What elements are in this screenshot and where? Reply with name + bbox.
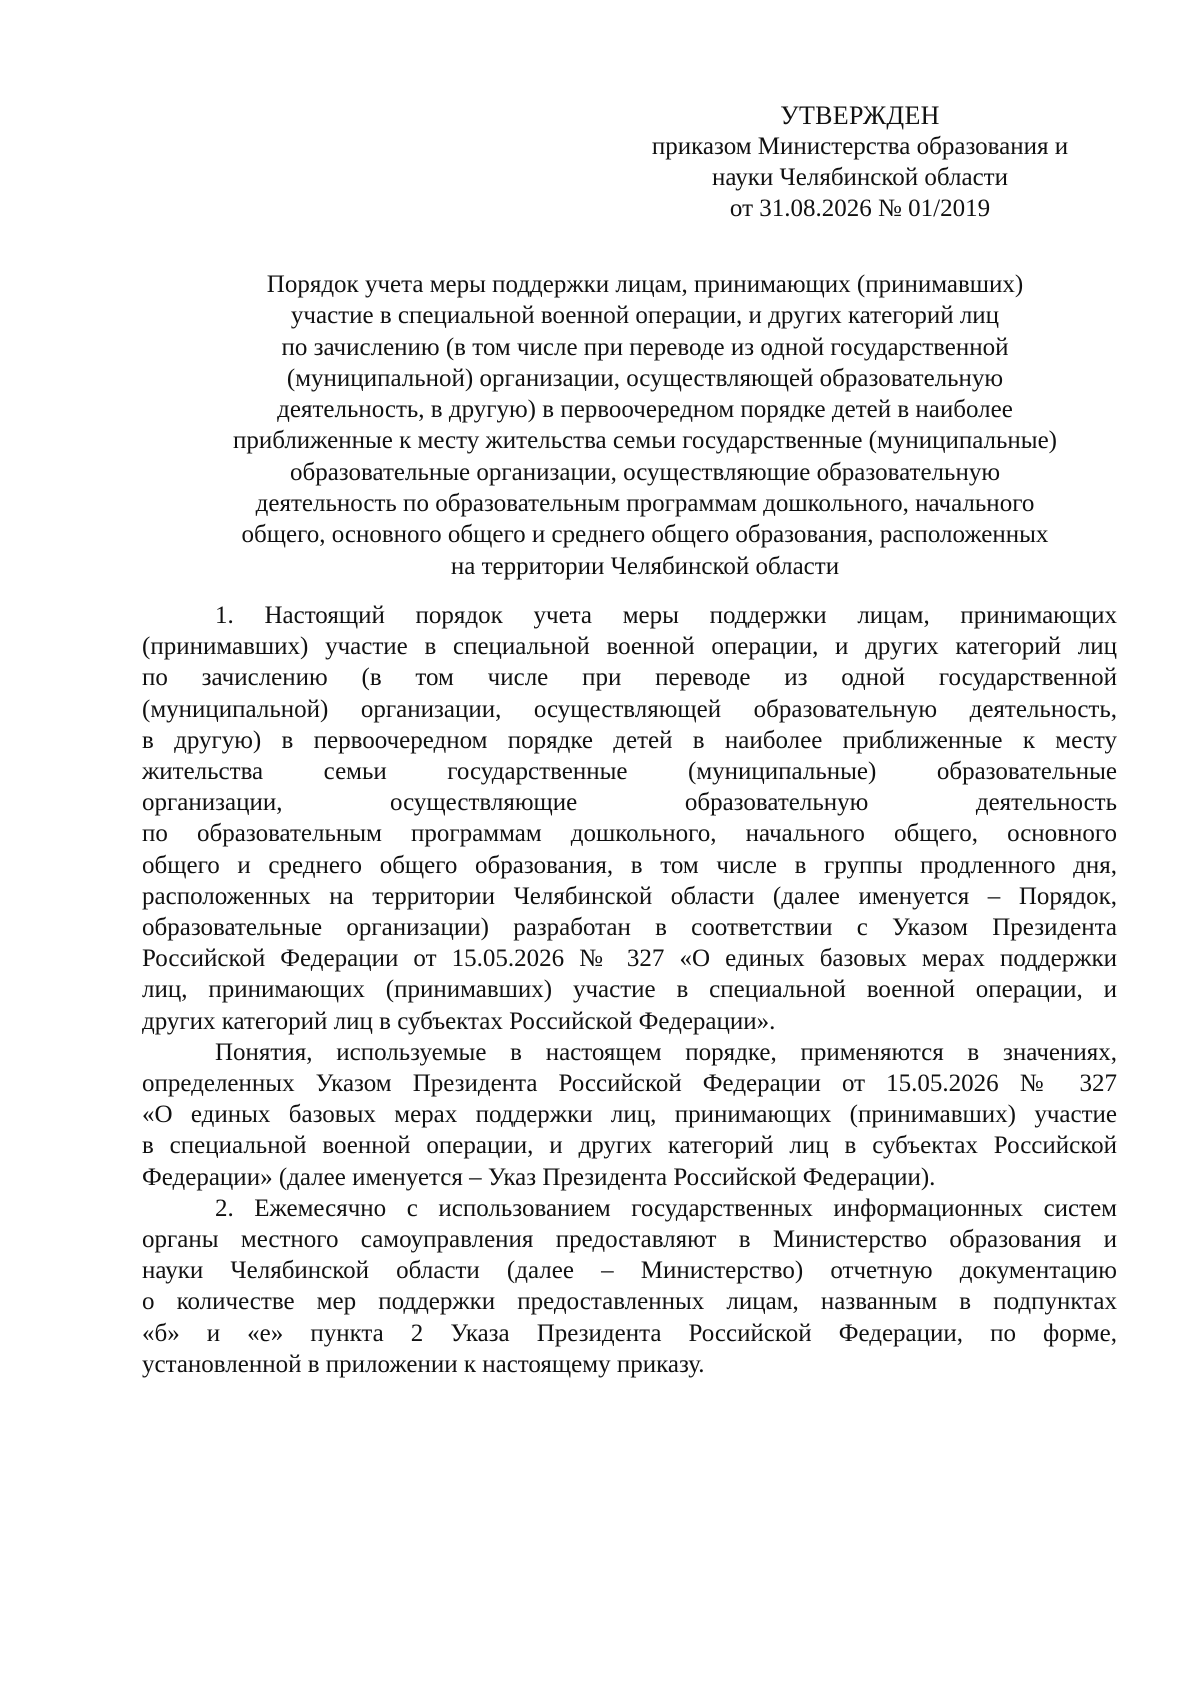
paragraph-line: по образовательным программам дошкольного, начального общего, основного [142, 820, 1117, 848]
paragraph-line: науки Челябинской области (далее – Министерство) отчетную документацию [142, 1257, 1117, 1285]
title-line: деятельность по образовательным программам дошкольного, начального [255, 490, 1035, 518]
title-line: деятельность, в другую) в первоочередном порядке детей в наиболее [277, 396, 1013, 424]
paragraph-line: определенных Указом Президента Российской Федерации от 15.05.2026 № 327 [142, 1070, 1117, 1098]
title-line: приближенные к месту жительства семьи государственные (муниципальные) [232, 427, 1058, 455]
paragraph-line: Понятия, используемые в настоящем порядке, применяются в значениях, [215, 1038, 1117, 1066]
document-body [142, 600, 1117, 1380]
paragraph-line: Федерации» (далее именуется – Указ Президента Российской Федерации). [142, 1163, 936, 1191]
approval-region-line: науки Челябинской области [712, 164, 1008, 191]
document-title [175, 269, 1115, 582]
paragraph-line: «О единых базовых мерах поддержки лиц, принимающих (принимавших) участие [142, 1101, 1117, 1129]
paragraph-line: (принимавших) участие в специальной военной операции, и других категорий лиц [142, 633, 1117, 661]
paragraph-line: лиц, принимающих (принимавших) участие в специальной военной операции, и [142, 976, 1117, 1004]
approval-stamp [600, 100, 1120, 224]
paragraph-line: по зачислению (в том числе при переводе из одной государственной [142, 664, 1117, 692]
paragraph-line: организации, осуществляющие образовательную деятельность [142, 789, 1117, 817]
paragraph-line: в специальной военной операции, и других категорий лиц в субъектах Российской [142, 1132, 1117, 1160]
title-line: образовательные организации, осуществляющие образовательную [289, 458, 1000, 486]
paragraph-line: других категорий лиц в субъектах Российской Федерации». [142, 1007, 776, 1035]
paragraph-line: органы местного самоуправления предоставляют в Министерство образования и [142, 1226, 1117, 1254]
paragraph-line: 2. Ежемесячно с использованием государственных информационных систем [215, 1194, 1117, 1222]
title-line: на территории Челябинской области [450, 552, 840, 580]
title-line: участие в специальной военной операции, и других категорий лиц [290, 302, 1000, 330]
paragraph-line: о количестве мер поддержки предоставленных лицам, названным в подпунктах [142, 1288, 1117, 1316]
paragraph-definitions [142, 1037, 1117, 1193]
paragraph-line: установленной в приложении к настоящему приказу. [142, 1350, 705, 1378]
approval-date-number: от 31.08.2026 № 01/2019 [729, 195, 991, 222]
title-line: (муниципальной) организации, осуществляющей образовательную [286, 364, 1004, 392]
paragraph-line: общего и среднего общего образования, в том числе в группы продленного дня, [142, 851, 1117, 879]
paragraph-line: образовательные организации) разработан в соответствии с Указом Президента [142, 914, 1117, 942]
paragraph-line: расположенных на территории Челябинской области (далее именуется – Порядок, [142, 882, 1117, 910]
paragraph-line: «б» и «е» пункта 2 Указа Президента Российской Федерации, по форме, [142, 1319, 1117, 1347]
title-line: общего, основного общего и среднего общего образования, расположенных [241, 521, 1049, 549]
paragraph-1 [142, 600, 1117, 1037]
title-line: по зачислению (в том числе при переводе из одной государственной [281, 333, 1009, 361]
approval-order-line: приказом Министерства образования и [651, 133, 1069, 160]
paragraph-line: 1. Настоящий порядок учета меры поддержки лицам, принимающих [215, 602, 1117, 629]
paragraph-line: в другую) в первоочередном порядке детей в наиболее приближенные к месту [142, 726, 1117, 754]
paragraph-line: Российской Федерации от 15.05.2026 № 327 «О единых базовых мерах поддержки [142, 945, 1117, 973]
paragraph-line: (муниципальной) организации, осуществляющей образовательную деятельность, [142, 695, 1117, 723]
title-line: Порядок учета меры поддержки лицам, принимающих (принимавших) [266, 271, 1024, 298]
paragraph-line: жительства семьи государственные (муниципальные) образовательные [142, 758, 1117, 786]
approval-heading: УТВЕРЖДЕН [780, 101, 940, 130]
paragraph-2 [142, 1193, 1117, 1380]
